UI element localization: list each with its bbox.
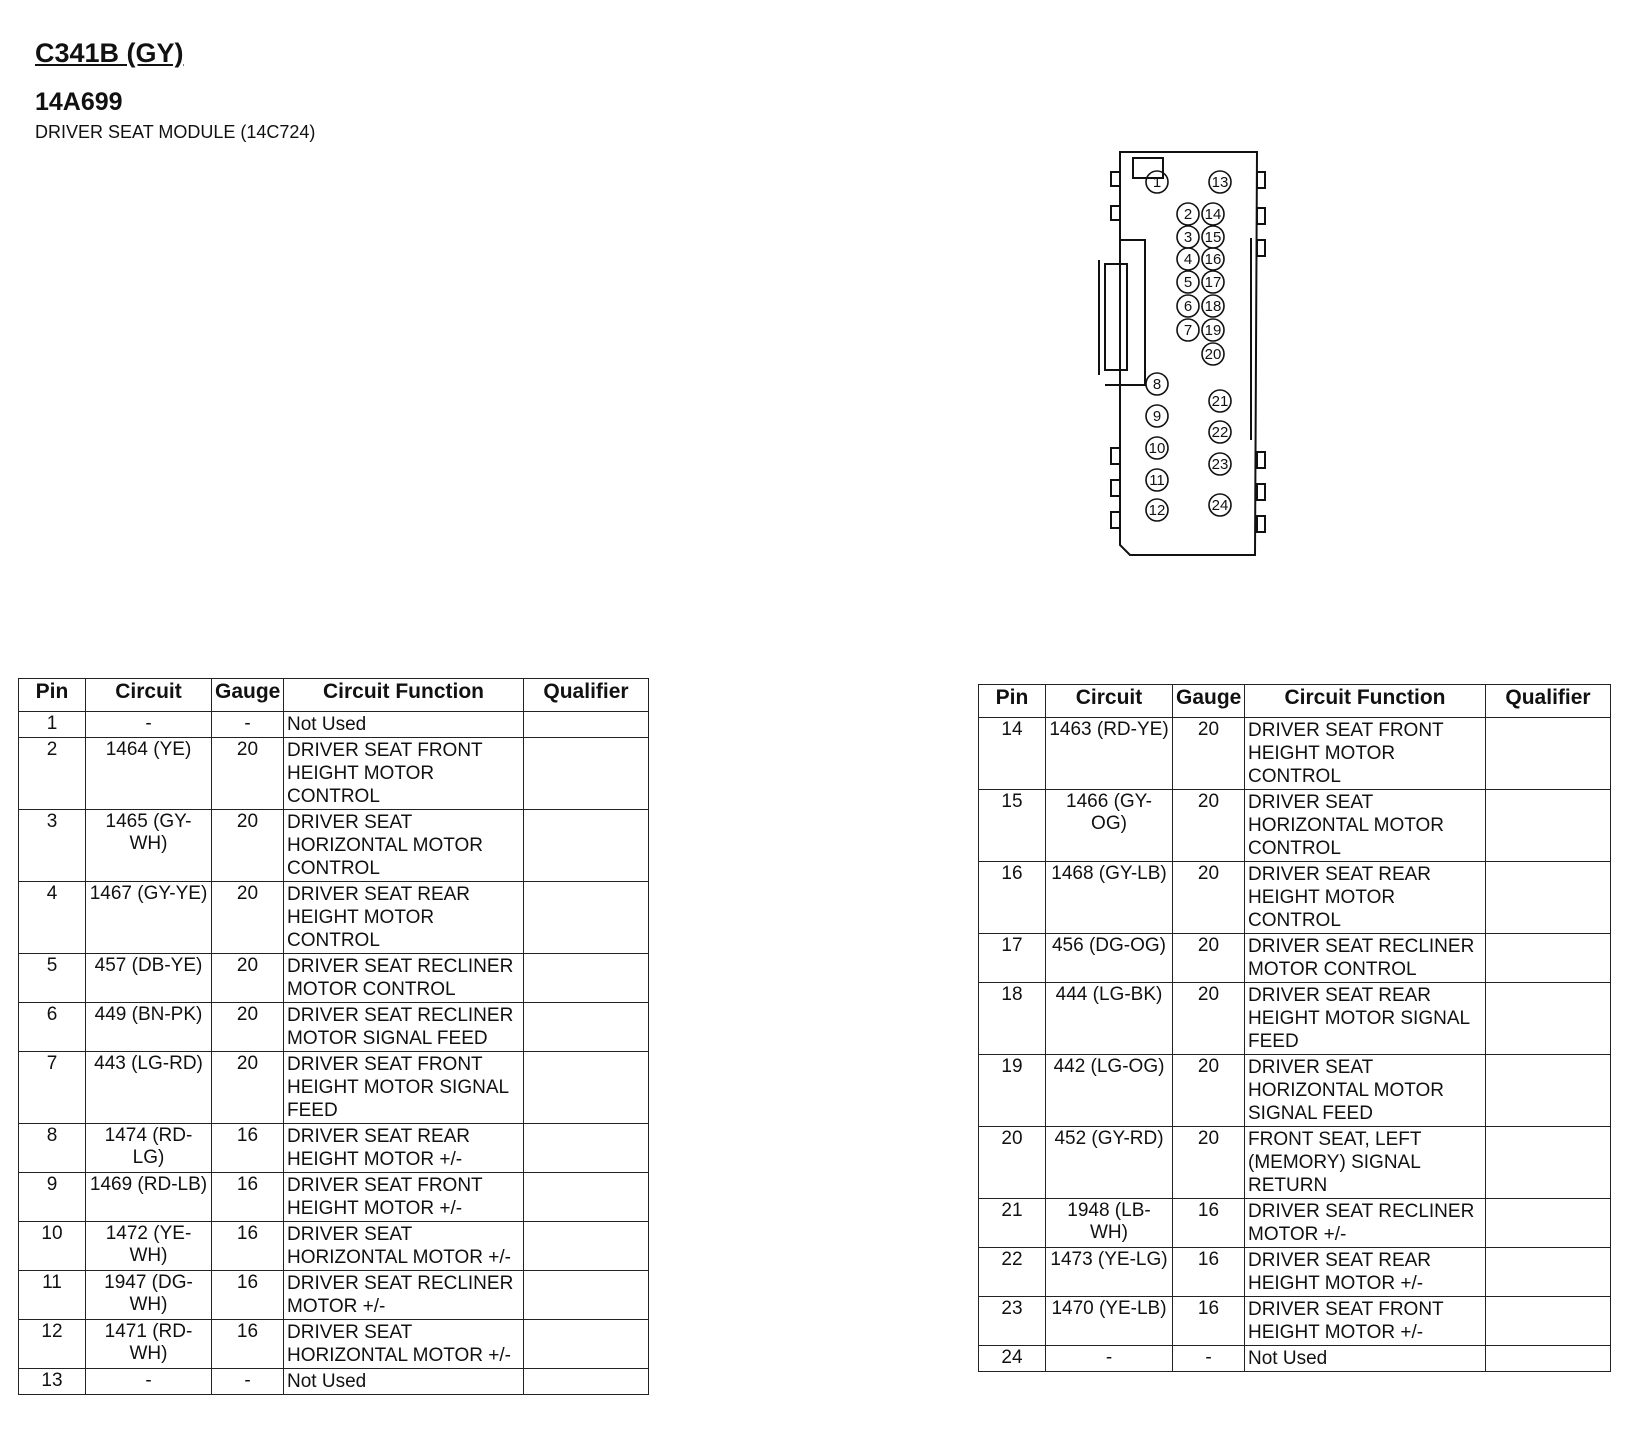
cell-pin: 19 <box>979 1055 1046 1127</box>
connector-id: C341B (GY) <box>35 38 184 68</box>
cell-function: DRIVER SEAT FRONT HEIGHT MOTOR +/- <box>284 1173 524 1222</box>
cell-function: Not Used <box>284 1369 524 1395</box>
cell-function: Not Used <box>1245 1346 1486 1372</box>
pin-23 <box>1209 453 1231 475</box>
cell-gauge: 20 <box>212 810 284 882</box>
pin-3 <box>1177 226 1199 248</box>
pin-label: 1 <box>1152 174 1162 191</box>
cell-qualifier <box>524 738 649 810</box>
cell-gauge: 16 <box>212 1124 284 1173</box>
pin-6 <box>1177 295 1199 317</box>
cell-gauge: 16 <box>1173 1248 1245 1297</box>
pin-label: 14 <box>1204 206 1222 223</box>
cell-pin: 2 <box>19 738 86 810</box>
cell-function: DRIVER SEAT REAR HEIGHT MOTOR SIGNAL FEED <box>1245 983 1486 1055</box>
table-row <box>19 738 649 810</box>
connector-pins <box>1146 171 1231 521</box>
cell-pin: 12 <box>19 1320 86 1369</box>
column-header-pin: Pin <box>979 685 1046 718</box>
cell-qualifier <box>524 1222 649 1271</box>
cell-pin: 9 <box>19 1173 86 1222</box>
cell-function: DRIVER SEAT FRONT HEIGHT MOTOR CONTROL <box>1245 718 1486 790</box>
table-row <box>19 954 649 1003</box>
cell-gauge: 20 <box>212 882 284 954</box>
cell-circuit: 457 (DB-YE) <box>86 954 212 1003</box>
cell-qualifier <box>1486 718 1611 790</box>
table-row <box>979 983 1611 1055</box>
pin-2 <box>1177 203 1199 225</box>
cell-function: DRIVER SEAT REAR HEIGHT MOTOR CONTROL <box>1245 862 1486 934</box>
cell-pin: 22 <box>979 1248 1046 1297</box>
cell-circuit: 1466 (GY-OG) <box>1046 790 1173 862</box>
cell-gauge: - <box>212 712 284 738</box>
cell-pin: 21 <box>979 1199 1046 1248</box>
column-header-function: Circuit Function <box>1245 685 1486 718</box>
pin-9 <box>1146 405 1168 427</box>
cell-circuit: 1472 (YE-WH) <box>86 1222 212 1271</box>
table-row <box>979 1055 1611 1127</box>
cell-qualifier <box>1486 790 1611 862</box>
cell-qualifier <box>524 1173 649 1222</box>
cell-pin: 10 <box>19 1222 86 1271</box>
cell-qualifier <box>1486 1297 1611 1346</box>
cell-circuit: 449 (BN-PK) <box>86 1003 212 1052</box>
cell-qualifier <box>1486 1127 1611 1199</box>
table-row <box>979 862 1611 934</box>
cell-qualifier <box>524 1320 649 1369</box>
table-row <box>19 1271 649 1320</box>
cell-circuit: 1470 (YE-LB) <box>1046 1297 1173 1346</box>
table-row <box>19 882 649 954</box>
pin-18 <box>1202 295 1224 317</box>
cell-function: DRIVER SEAT HORIZONTAL MOTOR CONTROL <box>284 810 524 882</box>
cell-function: Not Used <box>284 712 524 738</box>
cell-function: DRIVER SEAT FRONT HEIGHT MOTOR +/- <box>1245 1297 1486 1346</box>
table-row <box>19 1222 649 1271</box>
cell-circuit: 1467 (GY-YE) <box>86 882 212 954</box>
cell-qualifier <box>524 882 649 954</box>
cell-circuit: 1473 (YE-LG) <box>1046 1248 1173 1297</box>
table-row <box>979 1346 1611 1372</box>
pin-label: 13 <box>1211 174 1229 191</box>
pin-label: 8 <box>1152 376 1162 393</box>
cell-pin: 3 <box>19 810 86 882</box>
cell-gauge: 20 <box>1173 934 1245 983</box>
cell-pin: 20 <box>979 1127 1046 1199</box>
table-row <box>19 1320 649 1369</box>
cell-gauge: 20 <box>1173 1055 1245 1127</box>
cell-circuit: 1474 (RD-LG) <box>86 1124 212 1173</box>
pin-label: 3 <box>1183 229 1193 246</box>
table-row <box>19 1124 649 1173</box>
pinout-table-pins-14-24 <box>978 684 1611 1372</box>
cell-function: DRIVER SEAT RECLINER MOTOR +/- <box>284 1271 524 1320</box>
column-header-gauge: Gauge <box>212 679 284 712</box>
cell-function: DRIVER SEAT HORIZONTAL MOTOR CONTROL <box>1245 790 1486 862</box>
cell-pin: 6 <box>19 1003 86 1052</box>
column-header-gauge: Gauge <box>1173 685 1245 718</box>
cell-circuit: 456 (DG-OG) <box>1046 934 1173 983</box>
cell-pin: 8 <box>19 1124 86 1173</box>
cell-gauge: 16 <box>212 1320 284 1369</box>
pin-17 <box>1202 271 1224 293</box>
cell-function: FRONT SEAT, LEFT (MEMORY) SIGNAL RETURN <box>1245 1127 1486 1199</box>
column-header-function: Circuit Function <box>284 679 524 712</box>
cell-function: DRIVER SEAT RECLINER MOTOR SIGNAL FEED <box>284 1003 524 1052</box>
cell-gauge: 20 <box>1173 790 1245 862</box>
cell-circuit: 1463 (RD-YE) <box>1046 718 1173 790</box>
column-header-qualifier: Qualifier <box>524 679 649 712</box>
table-row <box>979 790 1611 862</box>
cell-pin: 1 <box>19 712 86 738</box>
pin-10 <box>1146 437 1168 459</box>
cell-function: DRIVER SEAT HORIZONTAL MOTOR SIGNAL FEED <box>1245 1055 1486 1127</box>
cell-qualifier <box>524 1124 649 1173</box>
pin-label: 2 <box>1183 206 1193 223</box>
pin-label: 5 <box>1183 274 1193 291</box>
cell-pin: 23 <box>979 1297 1046 1346</box>
cell-function: DRIVER SEAT REAR HEIGHT MOTOR CONTROL <box>284 882 524 954</box>
cell-circuit: 1468 (GY-LB) <box>1046 862 1173 934</box>
table-row <box>979 1248 1611 1297</box>
cell-gauge: 20 <box>1173 862 1245 934</box>
cell-pin: 4 <box>19 882 86 954</box>
table-row <box>979 718 1611 790</box>
cell-gauge: 16 <box>212 1222 284 1271</box>
cell-circuit: 1947 (DG-WH) <box>86 1271 212 1320</box>
cell-pin: 17 <box>979 934 1046 983</box>
pin-19 <box>1202 319 1224 341</box>
cell-gauge: 20 <box>1173 983 1245 1055</box>
pin-8 <box>1146 373 1168 395</box>
pin-label: 7 <box>1183 322 1193 339</box>
cell-function: DRIVER SEAT RECLINER MOTOR CONTROL <box>1245 934 1486 983</box>
cell-pin: 16 <box>979 862 1046 934</box>
column-header-circuit: Circuit <box>86 679 212 712</box>
connector-housing <box>1099 152 1265 555</box>
cell-pin: 15 <box>979 790 1046 862</box>
pin-label: 18 <box>1204 298 1222 315</box>
cell-gauge: - <box>1173 1346 1245 1372</box>
pin-5 <box>1177 271 1199 293</box>
cell-gauge: 16 <box>212 1271 284 1320</box>
cell-qualifier <box>524 810 649 882</box>
cell-pin: 24 <box>979 1346 1046 1372</box>
cell-circuit: - <box>86 712 212 738</box>
cell-circuit: 442 (LG-OG) <box>1046 1055 1173 1127</box>
cell-qualifier <box>1486 862 1611 934</box>
pin-label: 4 <box>1183 251 1193 268</box>
pin-label: 12 <box>1148 502 1166 519</box>
pin-12 <box>1146 499 1168 521</box>
pinout-table-pins-1-13 <box>18 678 649 1395</box>
cell-gauge: 16 <box>1173 1297 1245 1346</box>
pin-16 <box>1202 248 1224 270</box>
cell-gauge: 20 <box>212 1003 284 1052</box>
pin-4 <box>1177 248 1199 270</box>
cell-circuit: 443 (LG-RD) <box>86 1052 212 1124</box>
table-row <box>19 1369 649 1395</box>
cell-function: DRIVER SEAT RECLINER MOTOR +/- <box>1245 1199 1486 1248</box>
pin-7 <box>1177 319 1199 341</box>
pin-15 <box>1202 226 1224 248</box>
cell-qualifier <box>524 1271 649 1320</box>
pin-11 <box>1146 469 1168 491</box>
cell-gauge: 16 <box>1173 1199 1245 1248</box>
pin-14 <box>1202 203 1224 225</box>
pin-label: 19 <box>1204 322 1222 339</box>
pin-label: 10 <box>1148 440 1166 457</box>
pin-22 <box>1209 421 1231 443</box>
pin-24 <box>1209 494 1231 516</box>
table-row <box>979 934 1611 983</box>
table-row <box>979 1127 1611 1199</box>
cell-qualifier <box>1486 1055 1611 1127</box>
cell-gauge: 16 <box>212 1173 284 1222</box>
column-header-circuit: Circuit <box>1046 685 1173 718</box>
pin-label: 16 <box>1204 251 1222 268</box>
cell-qualifier <box>1486 934 1611 983</box>
cell-circuit: 1469 (RD-LB) <box>86 1173 212 1222</box>
pin-label: 6 <box>1183 298 1193 315</box>
table-header-row <box>19 679 649 712</box>
cell-circuit: 1465 (GY-WH) <box>86 810 212 882</box>
part-number: 14A699 <box>35 88 123 116</box>
pin-label: 9 <box>1152 408 1162 425</box>
table-row <box>19 1003 649 1052</box>
cell-circuit: - <box>86 1369 212 1395</box>
cell-gauge: 20 <box>212 738 284 810</box>
cell-function: DRIVER SEAT REAR HEIGHT MOTOR +/- <box>284 1124 524 1173</box>
pin-label: 23 <box>1211 456 1229 473</box>
cell-gauge: 20 <box>212 954 284 1003</box>
cell-pin: 13 <box>19 1369 86 1395</box>
cell-gauge: 20 <box>1173 718 1245 790</box>
cell-qualifier <box>1486 983 1611 1055</box>
cell-circuit: 452 (GY-RD) <box>1046 1127 1173 1199</box>
cell-circuit: 444 (LG-BK) <box>1046 983 1173 1055</box>
table-row <box>19 1052 649 1124</box>
pin-label: 20 <box>1204 346 1222 363</box>
column-header-pin: Pin <box>19 679 86 712</box>
cell-qualifier <box>524 712 649 738</box>
cell-circuit: 1464 (YE) <box>86 738 212 810</box>
table-row <box>19 810 649 882</box>
table-row <box>19 712 649 738</box>
pin-label: 11 <box>1149 472 1165 489</box>
cell-qualifier <box>1486 1346 1611 1372</box>
pin-13 <box>1209 171 1231 193</box>
pin-label: 21 <box>1211 393 1229 410</box>
cell-qualifier <box>524 1052 649 1124</box>
cell-pin: 7 <box>19 1052 86 1124</box>
table-row <box>979 1297 1611 1346</box>
table-row <box>19 1173 649 1222</box>
cell-qualifier <box>524 1003 649 1052</box>
cell-circuit: 1948 (LB-WH) <box>1046 1199 1173 1248</box>
pin-label: 15 <box>1204 229 1222 246</box>
cell-qualifier <box>524 954 649 1003</box>
cell-gauge: 20 <box>1173 1127 1245 1199</box>
cell-pin: 5 <box>19 954 86 1003</box>
cell-function: DRIVER SEAT HORIZONTAL MOTOR +/- <box>284 1222 524 1271</box>
cell-qualifier <box>1486 1248 1611 1297</box>
cell-gauge: 20 <box>212 1052 284 1124</box>
cell-circuit: - <box>1046 1346 1173 1372</box>
pin-label: 22 <box>1211 424 1229 441</box>
cell-pin: 18 <box>979 983 1046 1055</box>
pin-20 <box>1202 343 1224 365</box>
table-row <box>979 1199 1611 1248</box>
cell-qualifier <box>1486 1199 1611 1248</box>
cell-pin: 11 <box>19 1271 86 1320</box>
cell-function: DRIVER SEAT FRONT HEIGHT MOTOR CONTROL <box>284 738 524 810</box>
pin-label: 24 <box>1211 497 1229 514</box>
pin-1 <box>1146 171 1168 193</box>
pin-label: 17 <box>1204 274 1222 291</box>
cell-gauge: - <box>212 1369 284 1395</box>
cell-function: DRIVER SEAT FRONT HEIGHT MOTOR SIGNAL FEED <box>284 1052 524 1124</box>
column-header-qualifier: Qualifier <box>1486 685 1611 718</box>
connector-face-diagram <box>1075 140 1275 580</box>
cell-function: DRIVER SEAT RECLINER MOTOR CONTROL <box>284 954 524 1003</box>
cell-function: DRIVER SEAT HORIZONTAL MOTOR +/- <box>284 1320 524 1369</box>
pin-21 <box>1209 390 1231 412</box>
cell-qualifier <box>524 1369 649 1395</box>
module-description: DRIVER SEAT MODULE (14C724) <box>35 122 316 142</box>
cell-function: DRIVER SEAT REAR HEIGHT MOTOR +/- <box>1245 1248 1486 1297</box>
table-header-row <box>979 685 1611 718</box>
cell-pin: 14 <box>979 718 1046 790</box>
cell-circuit: 1471 (RD-WH) <box>86 1320 212 1369</box>
